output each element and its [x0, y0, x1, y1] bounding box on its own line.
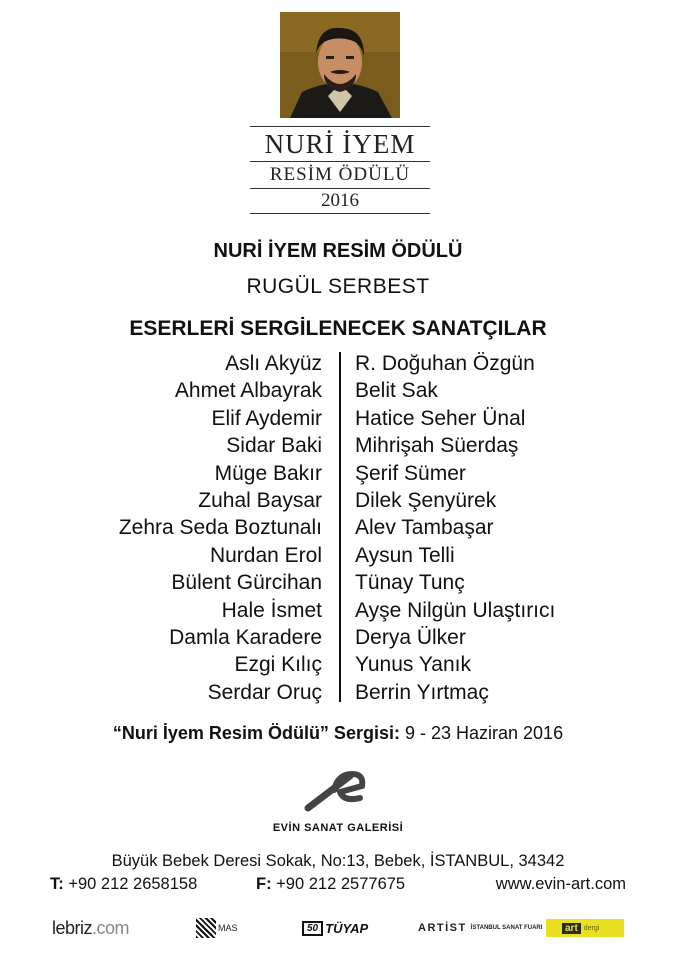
artist-name: Müge Bakır	[214, 461, 322, 485]
artist-name: Ayşe Nilgün Ulaştırıcı	[355, 598, 556, 622]
artist-name: Ezgi Kılıç	[234, 653, 322, 677]
artist-name: Aysun Telli	[355, 543, 455, 567]
logo-line-name: NURİ İYEM	[264, 129, 416, 159]
artists-section-title: ESERLERİ SERGİLENECEK SANATÇILAR	[129, 317, 547, 340]
art-wordmark: art	[562, 923, 581, 934]
artists-right-column	[355, 350, 555, 706]
evin-gallery-logo-icon	[304, 768, 368, 814]
artist-name: Şerif Sümer	[355, 461, 466, 485]
gallery-name: EVİN SANAT GALERİSİ	[272, 822, 404, 834]
logo-line-year: 2016	[321, 190, 359, 211]
art-magazine-logo	[546, 910, 624, 946]
mas-pattern-icon	[196, 918, 216, 938]
phone	[50, 875, 197, 894]
award-logo	[250, 126, 430, 214]
art-subtitle: dergi	[583, 924, 600, 932]
mas-logo	[196, 910, 238, 946]
winner-name: RUGÜL SERBEST	[246, 275, 430, 298]
artist-name: Zehra Seda Boztunalı	[118, 516, 322, 540]
gallery-contacts	[50, 875, 626, 897]
lebriz-wordmark: lebriz	[52, 917, 93, 938]
tuyap-logo	[302, 910, 368, 946]
artist-subtitle: İSTANBUL SANAT FUARI	[470, 924, 543, 931]
artist-name: Alev Tambaşar	[355, 516, 494, 540]
artist-fair-logo	[418, 910, 542, 946]
artist-name: Hatice Seher Ünal	[355, 406, 526, 430]
gallery-address: Büyük Bebek Deresi Sokak, No:13, Bebek, İSTANBUL, 34342	[111, 852, 565, 870]
column-divider	[339, 352, 341, 702]
exhibition-dates: 9 - 23 Haziran 2016	[404, 723, 564, 743]
artist-name: Derya Ülker	[355, 626, 466, 650]
tuyap-wordmark: TÜYAP	[325, 920, 369, 936]
artist-name: Mihrişah Süerdaş	[355, 434, 519, 458]
artist-name: Aslı Akyüz	[225, 352, 322, 375]
website-link[interactable]: www.evin-art.com	[495, 875, 626, 893]
sponsor-logos	[0, 910, 676, 950]
artist-name: R. Doğuhan Özgün	[355, 352, 535, 375]
logo-rule-bottom	[250, 213, 430, 214]
artist-name: Ahmet Albayrak	[174, 379, 322, 403]
award-title: NURİ İYEM RESİM ÖDÜLÜ	[213, 240, 463, 262]
logo-line-award: RESİM ÖDÜLÜ	[269, 164, 411, 185]
artist-name: Tünay Tunç	[355, 571, 465, 595]
artist-name: Sidar Baki	[226, 434, 322, 458]
lebriz-suffix: .com	[92, 917, 130, 938]
fax-number: +90 212 2577675	[276, 875, 406, 893]
artist-name: Hale İsmet	[221, 598, 322, 622]
artists-left-column	[119, 350, 322, 706]
phone-label: T:	[50, 875, 64, 893]
artist-name: Berrin Yırtmaç	[355, 680, 489, 704]
art-magazine-bar	[546, 919, 624, 937]
lebriz-logo	[52, 910, 129, 946]
artist-name: Zuhal Baysar	[198, 489, 322, 513]
mas-wordmark: MAS	[218, 923, 238, 933]
artist-name: Damla Karadere	[169, 626, 322, 650]
artist-name: Nurdan Erol	[209, 543, 322, 567]
artist-wordmark: ARTİST	[418, 922, 467, 934]
fax-label: F:	[256, 875, 272, 893]
artist-name: Bülent Gürcihan	[171, 571, 322, 595]
artist-name: Serdar Oruç	[207, 680, 322, 704]
nuri-iyem-portrait-image	[280, 12, 400, 118]
artists-list	[0, 350, 676, 706]
phone-number: +90 212 2658158	[68, 875, 198, 893]
exhibition-dates-line	[0, 723, 676, 744]
exhibition-label: “Nuri İyem Resim Ödülü” Sergisi:	[112, 723, 400, 743]
artist-name: Elif Aydemir	[211, 406, 322, 430]
artist-name: Dilek Şenyürek	[355, 489, 497, 513]
artist-name: Belit Sak	[355, 379, 438, 403]
tuyap-badge: 50	[302, 921, 323, 936]
fax	[256, 875, 405, 894]
artist-name: Yunus Yanık	[355, 653, 471, 677]
